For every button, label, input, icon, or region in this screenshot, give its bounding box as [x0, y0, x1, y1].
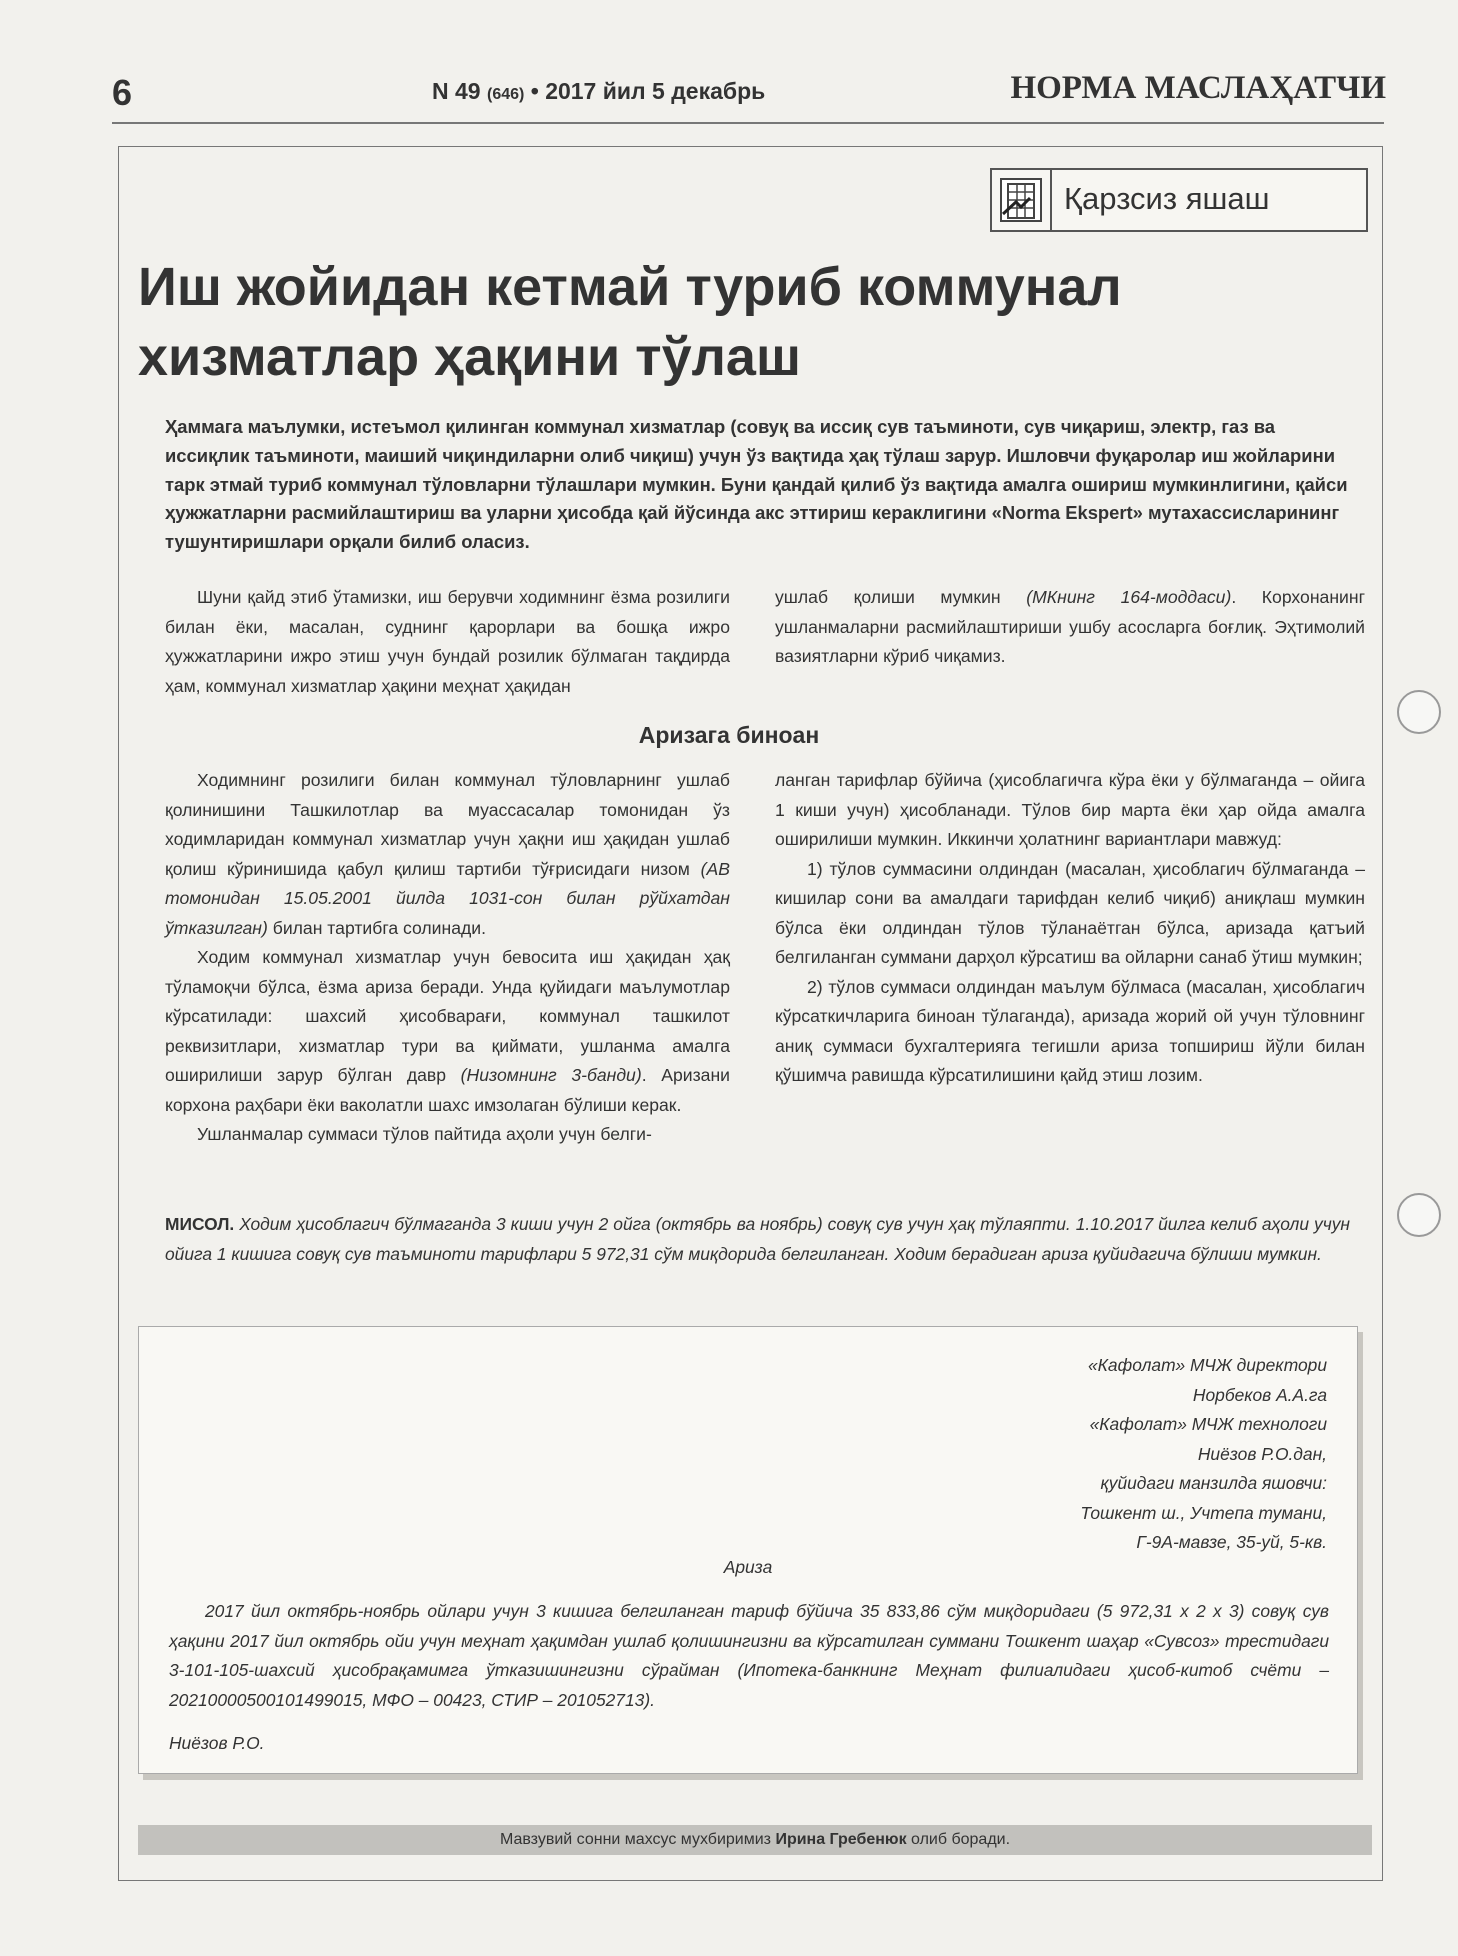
- example-block: [165, 1210, 1350, 1269]
- credit-prefix: Мавзувий сонни махсус мухбиримиз: [499, 1831, 776, 1848]
- article-headline: [138, 252, 1138, 392]
- example-text: Ходим ҳисоблагич бўлмаганда 3 киши учун 2 ойга (октябрь ва ноябрь) совуқ сув учун ҳақ тўлаяпти. 1.10.2017 йилга келиб аҳоли учун ойига 1 кишига совуқ сув таъминоти тарифлари 5 972,31 сўм миқдорида белгиланган. Ходим берадиган ариза қуйидагича бўлиши мумкин.: [165, 1214, 1350, 1264]
- example-label: МИСОЛ.: [165, 1214, 235, 1234]
- addr-line: Ниёзов Р.О.дан,: [1197, 1443, 1327, 1464]
- author-credit: [138, 1825, 1372, 1855]
- page-header: [0, 0, 1458, 130]
- building-icon: [1000, 178, 1042, 222]
- application-addressee: [827, 1351, 1327, 1558]
- intro-right-rest: . Корхонанинг ушланмаларни расмийлаштириши ушбу асосларга боғлиқ. Эҳтимолий вазиятларни кўриб чиқамиз.: [775, 587, 1365, 666]
- addr-line: Тошкент ш., Учтепа тумани,: [1080, 1502, 1327, 1523]
- intro-left-paragraph: Шуни қайд этиб ўтамизки, иш берувчи ходимнинг ёзма розилиги билан ёки, масалан, суднинг қарорлари ва бошқа ижро ҳужжатларини ижро этиш учун бундай розилик бўлмаган тақдирда ҳам, коммунал хизматлар ҳақини меҳнат ҳақидан: [165, 587, 730, 696]
- page-number: 6: [112, 72, 133, 113]
- rubric-box: [990, 168, 1368, 232]
- left-paragraph-3: Ушланмалар суммаси тўлов пайтида аҳоли учун белги-: [197, 1124, 652, 1144]
- article-lead: Ҳаммага маълумки, истеъмол қилинган коммунал хизматлар (совуқ ва иссиқ сув таъминоти, сув чиқариш, электр, газ ва иссиқлик таъминоти, маиший чиқиндиларни олиб чиқиш) учун ўз вақтида ҳақ тўлаш зарур. Ишловчи фуқаролар иш жойларини тарк этмай туриб коммунал тўловларни тўлашлари мумкин. Буни қандай қилиб ўз вақтида амалга ошириш мумкинлигини, қайси ҳужжатларни расмийлаштириш ва уларни ҳисобда қай йўсинда акс эттириш кераклигини «Norma Ekspert» мутахассисларининг тушунтиришлари орқали билиб оласиз.: [165, 416, 1348, 553]
- intro-right-paragraph: [775, 583, 1365, 672]
- intro-right-text: ушлаб қолиши мумкин: [775, 587, 1001, 607]
- addr-line: қуйидаги манзилда яшовчи:: [1100, 1473, 1327, 1493]
- left-paragraph-1: [165, 766, 730, 943]
- rubric-label: Қарзсиз яшаш: [1064, 181, 1270, 216]
- left-p2-text: Ходим коммунал хизматлар учун бевосита иш ҳақидан ҳақ тўламоқчи бўлса, ёзма ариза беради. Унда қуйидаги маълумотлар кўрсатилади: шахсий ҳисобварағи, коммунал ташкилот реквизитлари, хизматлар тури ва қиймати, ушланма амалга оширилиши зарур бўлган давр: [165, 947, 730, 1085]
- intro-right-column: [775, 583, 1365, 672]
- left-p1-text: Ходимнинг розилиги билан коммунал тўловларнинг ушлаб қолинишини Ташкилотлар ва муассасалар томонидан ўз ходимларидан коммунал хизматлар учун ҳақни иш ҳақидан ушлаб қолиш кўринишида қабул қилиш тартиби тўғрисидаги низом: [165, 770, 730, 879]
- addr-line: «Кафолат» МЧЖ технологи: [1089, 1414, 1327, 1434]
- intro-right-reference: (МКнинг 164-моддаси): [1026, 587, 1232, 607]
- left-p2-reference: (Низомнинг 3-банди): [460, 1065, 642, 1085]
- addr-line: Г-9А-мавзе, 35-уй, 5-кв.: [1136, 1532, 1327, 1552]
- right-paragraph-3: 2) тўлов суммаси олдиндан маълум бўлмаса (масалан, ҳисоблагич кўрсаткичларига биноан тўлаганда), аризада жорий ой учун тўловнинг аниқ суммаси бухгалтерияга тегишли ариза топшириш йўли билан қўшимча равишда кўрсатилишини қайд этиш лозим.: [775, 976, 1365, 1085]
- punch-hole: [1397, 690, 1441, 734]
- headline-line-1: Иш жойидан кетмай туриб коммунал: [138, 257, 1122, 317]
- header-rule: [112, 122, 1384, 124]
- left-p1-rest: билан тартибга солинади.: [267, 917, 486, 938]
- credit-name: Ирина Гребенюк: [775, 1831, 907, 1848]
- section-right-column: [775, 766, 1365, 1091]
- right-paragraph-1: ланган тарифлар бўйича (ҳисоблагичга кўра ёки у бўлмаганда – ойига 1 киши учун) ҳисобланади. Тўлов бир марта ёки ҳар ойда амалга оширилиши мумкин. Иккинчи ҳолатнинг вариантлари мавжуд:: [775, 770, 1365, 849]
- application-form: [138, 1326, 1358, 1774]
- headline-line-2: хизматлар ҳақини тўлаш: [138, 327, 801, 387]
- application-text: 2017 йил октябрь-ноябрь ойлари учун 3 кишига белгиланган тариф бўйича 35 833,86 сўм миқдоридаги (5 972,31 х 2 х 3) совуқ сув ҳақини 2017 йил октябрь ойи учун меҳнат ҳақимдан ушлаб қолишингизни ва кўрсатилган суммани Тошкент шаҳар «Сувсоз» трестидаги 3-101-105-шахсий ҳисобрақамимга ўтказишингизни сўрайман (Ипотека-банкнинг Меҳнат филиалидаги ҳисоб-китоб счёти – 20210000500101499015, МФО – 00423, СТИР – 201052713).: [169, 1601, 1329, 1710]
- addr-line: Норбеков А.А.га: [1192, 1384, 1327, 1405]
- issue-info: [432, 78, 765, 105]
- left-paragraph-2: [165, 943, 730, 1120]
- addr-line: «Кафолат» МЧЖ директори: [1087, 1355, 1327, 1375]
- intro-left-column: [165, 583, 730, 701]
- application-title: Ариза: [723, 1557, 773, 1577]
- section-left-column: [165, 766, 730, 1150]
- application-body: [169, 1597, 1329, 1715]
- masthead: НОРМА МАСЛАҲАТЧИ: [1010, 70, 1386, 106]
- issue-number: N 49: [432, 78, 481, 104]
- issue-total: (646): [486, 86, 525, 103]
- section-subheading: Аризага биноан: [638, 722, 820, 748]
- left-p1-reference: (АВ томонидан 15.05.2001 йилда 1031-сон билан рўйхатдан ўтказилган): [165, 858, 730, 938]
- issue-bullet: •: [530, 78, 539, 104]
- left-p2-rest: . Аризани корхона раҳбари ёки ваколатли шахс имзолаган бўлиши керак.: [165, 1065, 730, 1115]
- application-signature: Ниёзов Р.О.: [169, 1733, 265, 1753]
- issue-date: 2017 йил 5 декабрь: [545, 78, 766, 104]
- credit-suffix: олиб боради.: [906, 1831, 1011, 1848]
- rubric-divider: [1050, 170, 1052, 230]
- punch-hole: [1397, 1193, 1441, 1237]
- right-paragraph-2: 1) тўлов суммасини олдиндан (масалан, ҳисоблагич бўлмаганда – кишилар сони ва амалдаги тарифдан келиб чиқиб) аниқлаш мумкин бўлса ёки олдиндан тўлов тўланаётган бўлса, аризада қатъий белгиланган суммани дарҳол кўрсатиш ва ойларни санаб ўтиш мумкин;: [775, 858, 1365, 967]
